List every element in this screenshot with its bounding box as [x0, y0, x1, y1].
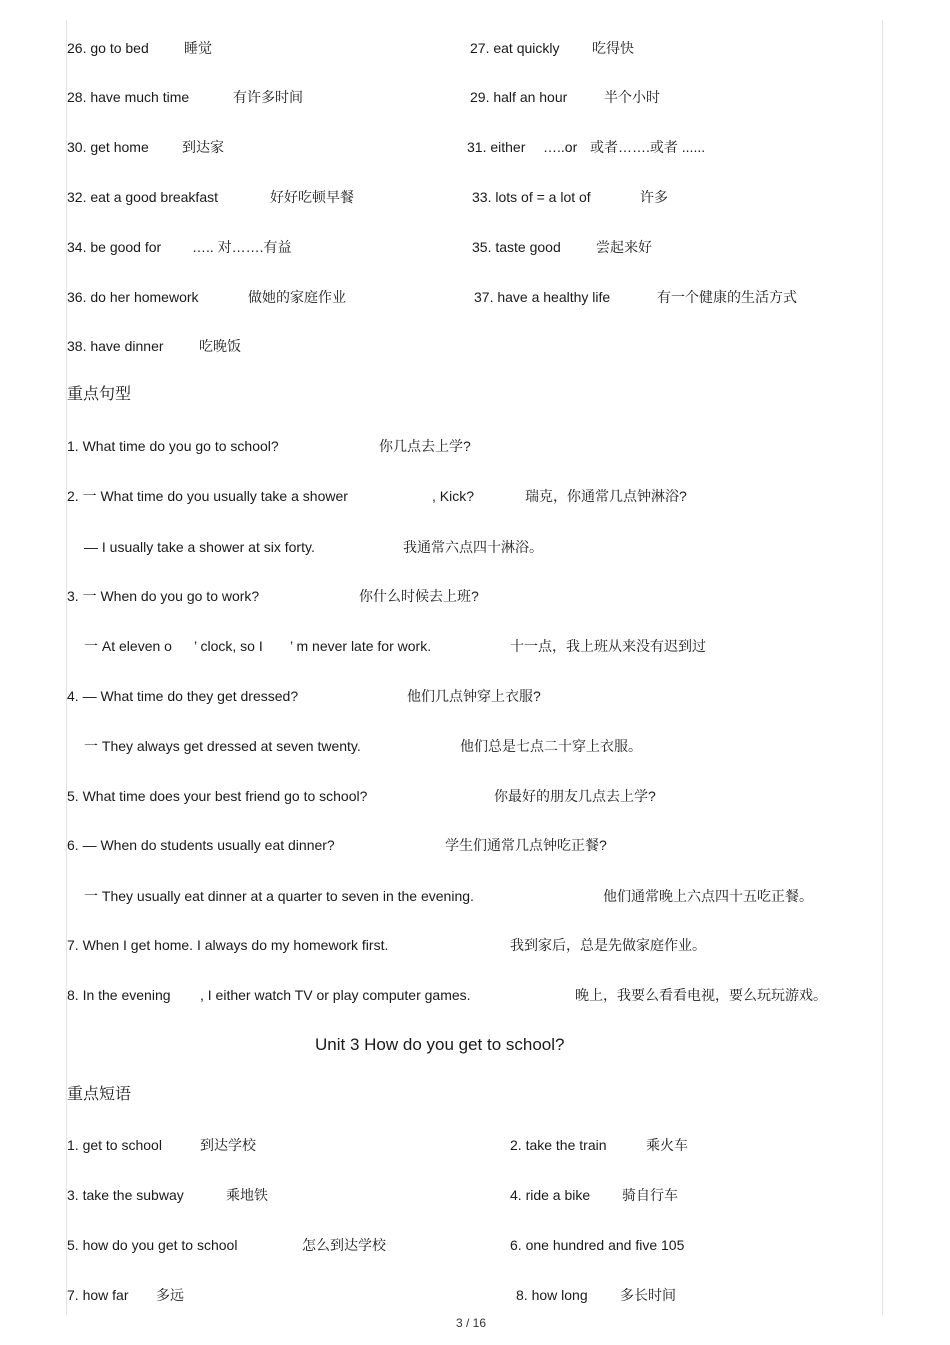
phrase-26-zh: 睡觉 — [184, 40, 212, 56]
unit3-phrase-3-en: 3. take the subway — [67, 1187, 184, 1203]
phrase-29-en: 29. half an hour — [470, 89, 568, 105]
phrase-33-en: 33. lots of = a lot of — [472, 189, 591, 205]
unit3-phrase-8-zh: 多长时间 — [620, 1287, 676, 1303]
phrase-32-en: 32. eat a good breakfast — [67, 189, 218, 205]
phrase-37-en: 37. have a healthy life — [474, 289, 611, 305]
sentence-5-zh: 你最好的朋友几点去上学? — [494, 788, 656, 804]
sentence-5-en: 5. What time does your best friend go to school? — [67, 788, 368, 804]
unit3-phrase-1-en: 1. get to school — [67, 1137, 162, 1153]
unit3-phrase-8-en: 8. how long — [516, 1287, 588, 1303]
sentence-6-en: 6. — When do students usually eat dinner? — [67, 837, 335, 853]
phrase-36-en: 36. do her homework — [67, 289, 199, 305]
unit3-phrase-6-en: 6. one hundred and five 105 — [510, 1237, 685, 1253]
sentence-4-en: 4. — What time do they get dressed? — [67, 688, 299, 704]
sentence-3-zh: 你什么时候去上班? — [359, 588, 479, 604]
unit3-phrase-7-en: 7. how far — [67, 1287, 129, 1303]
unit3-phrase-2-en: 2. take the train — [510, 1137, 607, 1153]
sentence-8-en: 8. In the evening — [67, 987, 171, 1003]
sentence-2-zh: 瑞克，你通常几点钟淋浴? — [525, 488, 687, 504]
unit3-phrase-3-zh: 乘地铁 — [226, 1187, 268, 1203]
phrase-36-zh: 做她的家庭作业 — [248, 289, 346, 305]
phrase-28-zh: 有许多时间 — [233, 89, 303, 105]
page-border-right — [882, 20, 883, 1315]
phrase-31-zh: 或者…….或者 ...... — [590, 139, 706, 155]
sentence-3b-en-part2: ’ clock, so I — [194, 638, 263, 654]
phrase-26-en: 26. go to bed — [67, 40, 149, 56]
page-indicator: 3 / 16 — [456, 1316, 487, 1330]
phrase-33-zh: 许多 — [640, 189, 668, 205]
sentence-2-en-part2: , Kick? — [432, 488, 475, 504]
phrase-30-en: 30. get home — [67, 139, 149, 155]
sentence-3-en: 3. 一 When do you go to work? — [67, 588, 260, 604]
sentence-7-zh: 我到家后，总是先做家庭作业。 — [510, 937, 706, 953]
phrase-28-en: 28. have much time — [67, 89, 190, 105]
unit3-phrase-7-zh: 多远 — [156, 1287, 184, 1303]
sentence-4-zh: 他们几点钟穿上衣服? — [407, 688, 541, 704]
page-border-left — [66, 20, 67, 1315]
unit3-phrase-1-zh: 到达学校 — [200, 1137, 256, 1153]
unit3-phrase-5-zh: 怎么到达学校 — [302, 1237, 386, 1253]
sentence-3b-zh: 十一点，我上班从来没有迟到过 — [510, 638, 706, 654]
phrase-32-zh: 好好吃顿早餐 — [270, 189, 354, 205]
sentence-1-zh: 你几点去上学? — [379, 438, 471, 454]
phrase-31-en: 31. either — [467, 139, 526, 155]
sentence-2b-zh: 我通常六点四十淋浴。 — [403, 539, 543, 555]
sentence-7-en: 7. When I get home. I always do my homework first. — [67, 937, 389, 953]
sentence-1-en: 1. What time do you go to school? — [67, 438, 279, 454]
sentence-6b-en: 一 They usually eat dinner at a quarter to seven in the evening. — [84, 888, 474, 904]
phrase-31-en-part2: …..or — [543, 139, 578, 155]
sentence-4b-zh: 他们总是七点二十穿上衣服。 — [460, 738, 642, 754]
unit3-phrase-4-zh: 骑自行车 — [622, 1187, 678, 1203]
sentence-8-zh: 晚上，我要么看看电视，要么玩玩游戏。 — [575, 987, 827, 1003]
phrase-34-zh: ….. 对…….有益 — [192, 239, 292, 255]
phrase-38-zh: 吃晚饭 — [199, 338, 241, 354]
phrase-27-en: 27. eat quickly — [470, 40, 560, 56]
sentence-8-en-part2: , I either watch TV or play computer games. — [200, 987, 471, 1003]
phrase-29-zh: 半个小时 — [604, 89, 660, 105]
sentence-4b-en: 一 They always get dressed at seven twenty. — [84, 738, 361, 754]
phrase-30-zh: 到达家 — [182, 139, 224, 155]
phrase-37-zh: 有一个健康的生活方式 — [657, 289, 797, 305]
sentence-6b-zh: 他们通常晚上六点四十五吃正餐。 — [603, 888, 813, 904]
sentence-3b-en-part3: ’ m never late for work. — [290, 638, 432, 654]
phrase-35-zh: 尝起来好 — [596, 239, 652, 255]
phrases-heading: 重点短语 — [67, 1086, 132, 1103]
phrase-35-en: 35. taste good — [472, 239, 561, 255]
phrase-38-en: 38. have dinner — [67, 338, 164, 354]
sentence-2-en: 2. 一 What time do you usually take a shower — [67, 488, 348, 504]
sentence-6-zh: 学生们通常几点钟吃正餐? — [445, 837, 607, 853]
unit3-phrase-2-zh: 乘火车 — [646, 1137, 688, 1153]
sentences-heading: 重点句型 — [67, 386, 132, 403]
sentence-3b-en: 一 At eleven o — [84, 638, 172, 654]
unit-title: Unit 3 How do you get to school? — [315, 1035, 565, 1054]
phrase-27-zh: 吃得快 — [592, 40, 634, 56]
phrase-34-en: 34. be good for — [67, 239, 162, 255]
unit3-phrase-5-en: 5. how do you get to school — [67, 1237, 238, 1253]
unit3-phrase-4-en: 4. ride a bike — [510, 1187, 591, 1203]
sentence-2b-en: — I usually take a shower at six forty. — [84, 539, 315, 555]
